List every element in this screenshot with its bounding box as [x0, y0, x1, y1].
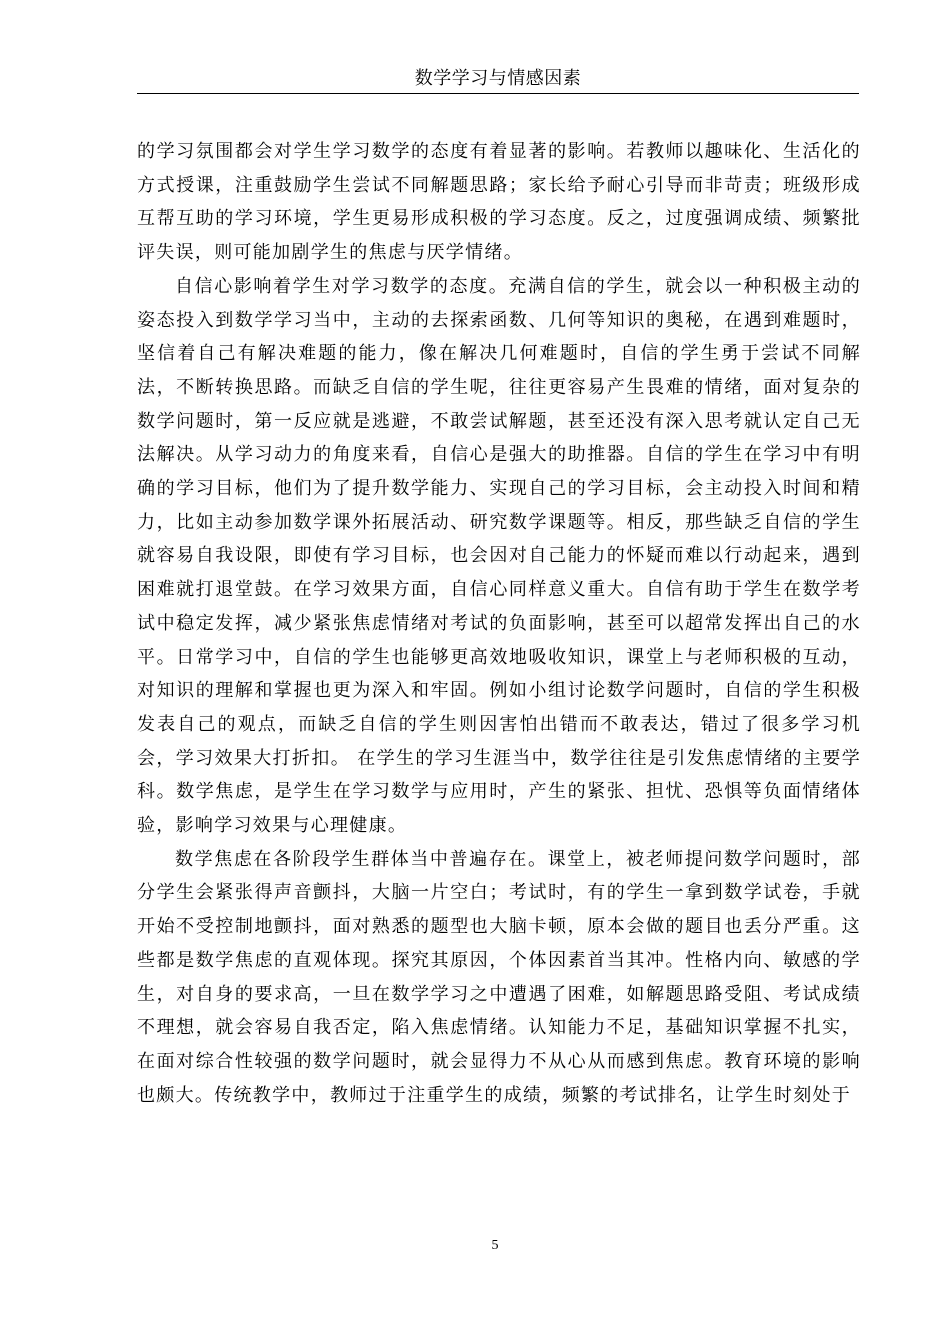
running-header: 数学学习与情感因素	[414, 68, 582, 89]
paragraph-self-confidence: 自信心影响着学生对学习数学的态度。充满自信的学生，就会以一种积极主动的姿态投入到数学学习当中，主动的去探索函数、几何等知识的奥秘，在遇到难题时，坚信着自己有解决难题的能力，像在解决几何难题时，自信的学生勇于尝试不同解法，不断转换思路。而缺乏自信的学生呢，往往更容易产生畏难的情绪，面对复杂的数学问题时，第一反应就是逃避，不敢尝试解题，甚至还没有深入思考就认定自己无法解决。从学习动力的角度来看，自信心是强大的助推器。自信的学生在学习中有明确的学习目标，他们为了提升数学能力、实现自己的学习目标，会主动投入时间和精力，比如主动参加数学课外拓展活动、研究数学课题等。相反，那些缺乏自信的学生就容易自我设限，即使有学习目标，也会因对自己能力的怀疑而难以行动起来，遇到困难就打退堂鼓。在学习效果方面，自信心同样意义重大。自信有助于学生在数学考试中稳定发挥，减少紧张焦虑情绪对考试的负面影响，甚至可以超常发挥出自己的水平。日常学习中，自信的学生也能够更高效地吸收知识，课堂上与老师积极的互动，对知识的理解和掌握也更为深入和牢固。例如小组讨论数学问题时，自信的学生积极发表自己的观点，而缺乏自信的学生则因害怕出错而不敢表达，错过了很多学习机会，学习效果大打折扣。 在学生的学习生涯当中，数学往往是引发焦虑情绪的主要学科。数学焦虑，是学生在学习数学与应用时，产生的紧张、担忧、恐惧等负面情绪体验，影响学习效果与心理健康。	[137, 275, 861, 837]
page-number: 5	[491, 1238, 499, 1253]
header-divider	[137, 93, 859, 94]
paragraph-math-anxiety: 数学焦虑在各阶段学生群体当中普遍存在。课堂上，被老师提问数学问题时，部分学生会紧张得声音颤抖，大脑一片空白；考试时，有的学生一拿到数学试卷，手就开始不受控制地颤抖，面对熟悉的题型也大脑卡顿，原本会做的题目也丢分严重。这些都是数学焦虑的直观体现。探究其原因，个体因素首当其冲。性格内向、敏感的学生，对自身的要求高，一旦在数学学习之中遭遇了困难，如解题思路受阻、考试成绩不理想，就会容易自我否定，陷入焦虑情绪。认知能力不足，基础知识掌握不扎实，在面对综合性较强的数学问题时，就会显得力不从心从而感到焦虑。教育环境的影响也颇大。传统教学中，教师过于注重学生的成绩，频繁的考试排名，让学生时刻处于	[137, 848, 861, 1106]
body-text	[137, 135, 861, 1112]
paragraph-continued: 的学习氛围都会对学生学习数学的态度有着显著的影响。若教师以趣味化、生活化的方式授课，注重鼓励学生尝试不同解题思路；家长给予耐心引导而非苛责；班级形成互帮互助的学习环境，学生更易形成积极的学习态度。反之，过度强调成绩、频繁批评失误，则可能加剧学生的焦虑与厌学情绪。	[137, 141, 861, 264]
